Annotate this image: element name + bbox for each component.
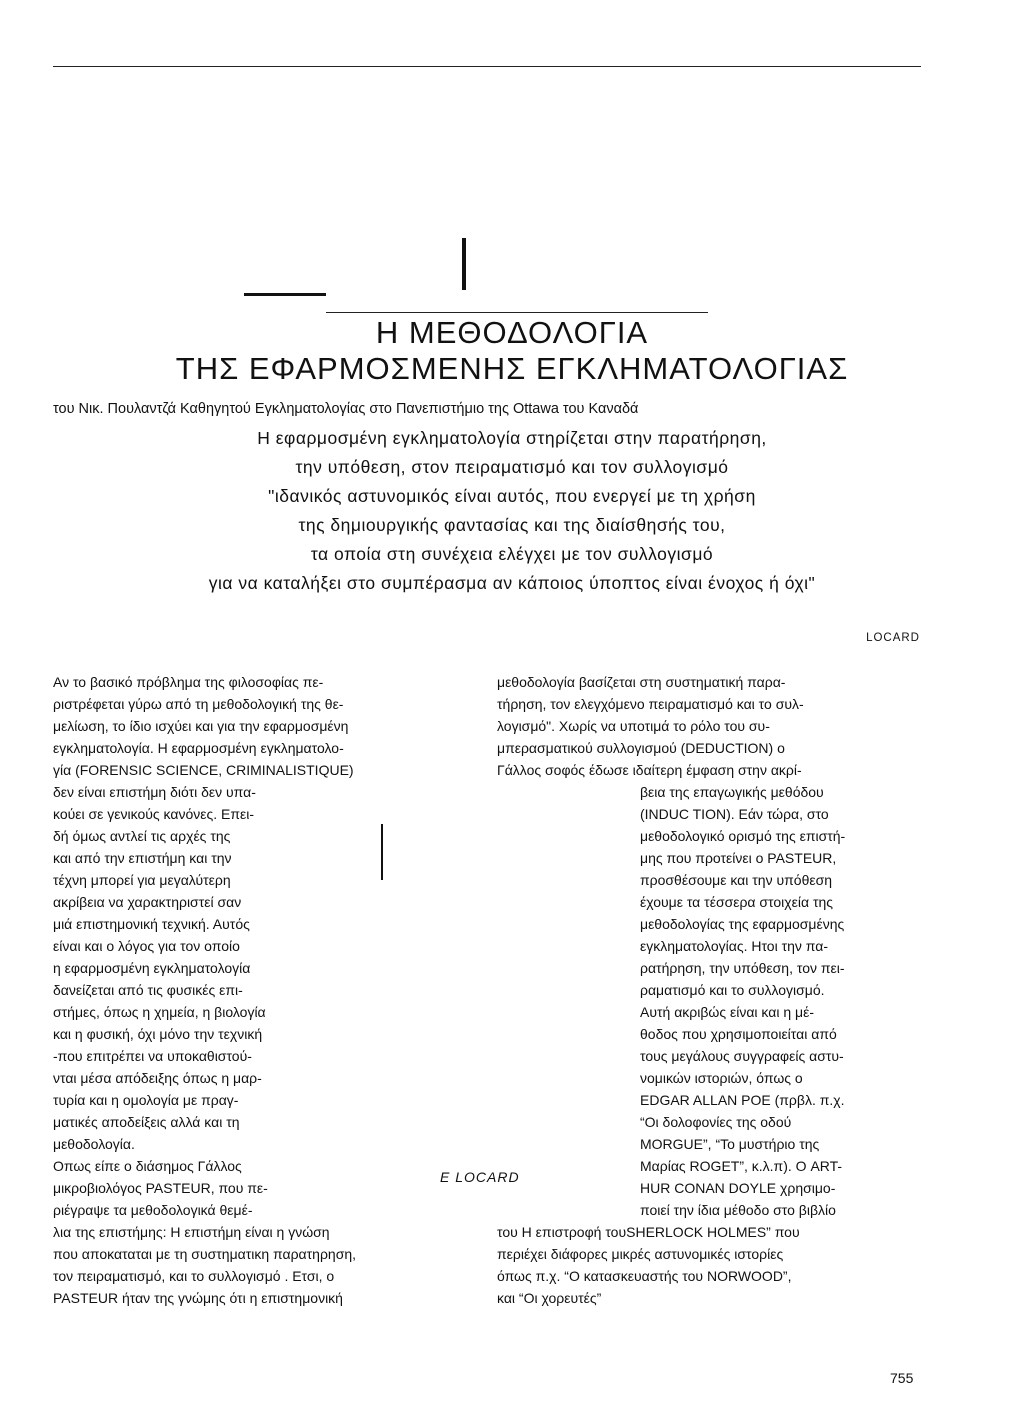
photo-edge-mark xyxy=(381,824,383,880)
text-line: είναι και ο λόγος για τον οποίο xyxy=(53,938,240,954)
text-line: στήμες, όπως η χημεία, η βιολογία xyxy=(53,1004,266,1020)
epigraph-line: "ιδανικός αστυνομικός είναι αυτός, που ενεργεί με τη χρήση xyxy=(268,486,756,506)
text-line: εγκληματολογίας. Ητοι την πα- xyxy=(640,938,828,954)
epigraph-line: την υπόθεση, στον πειραματισμό και τον συλλογισμό xyxy=(295,457,729,477)
left-column-bottom xyxy=(53,1221,478,1309)
text-line: η εφαρμοσμένη εγκληματολογία xyxy=(53,960,251,976)
text-line: μεθοδολογικό ορισμό της επιστή- xyxy=(640,828,846,844)
text-line: που αποκαταται με τη συστηματικη παρατηρηση, xyxy=(53,1246,357,1262)
text-line: θοδος που χρησιμοποιείται από xyxy=(640,1026,837,1042)
text-line: μικροβιολόγος PASTEUR, που πε- xyxy=(53,1180,268,1196)
title-rule xyxy=(326,312,708,313)
epigraph-line: τα οποία στη συνέχεια ελέγχει με τον συλλογισμό xyxy=(310,544,714,564)
photo-caption: E LOCARD xyxy=(440,1169,520,1185)
text-line: PASTEUR ήταν της γνώμης ότι η επιστημονική xyxy=(53,1290,343,1306)
text-line: βεια της επαγωγικής μεθόδου xyxy=(640,784,824,800)
text-line: δή όμως αντλεί τις αρχές της xyxy=(53,828,231,844)
text-line: Οπως είπε ο διάσημος Γάλλος xyxy=(53,1158,242,1174)
roman-numeral xyxy=(462,238,466,290)
text-line: HUR CONAN DOYLE χρησιμο- xyxy=(640,1180,836,1196)
text-line: μιά επιστημονική τεχνική. Αυτός xyxy=(53,916,250,932)
text-line: (INDUC TION). Εάν τώρα, στο xyxy=(640,806,829,822)
text-line: και από την επιστήμη και την xyxy=(53,850,232,866)
text-line: ριέγραψε τα μεθοδολογικά θεμέ- xyxy=(53,1202,253,1218)
epigraph-line: για να καταλήξει στο συμπέρασμα αν κάποιος ύποπτος είναι ένοχος ή όχι" xyxy=(208,573,816,593)
text-line: μεθοδολογία. xyxy=(53,1136,135,1152)
text-line: λια της επιστήμης: Η επιστήμη είναι η γνώση xyxy=(53,1224,330,1240)
text-line: μεθοδολογίας της εφαρμοσμένης xyxy=(640,916,845,932)
text-line: ακρίβεια να χαρακτηριστεί σαν xyxy=(53,894,242,910)
text-line: και “Οι χορευτές” xyxy=(497,1290,602,1306)
text-line: εγκληματολογία. Η εφαρμοσμένη εγκληματολο- xyxy=(53,740,344,756)
text-line: μπερασματικού συλλογισμού (DEDUCTION) ο xyxy=(497,740,785,756)
text-line: ποιεί την ίδια μέθοδο στο βιβλίο xyxy=(640,1202,836,1218)
text-line: κούει σε γενικούς κανόνες. Επει- xyxy=(53,806,255,822)
text-line: του Η επιστροφή τουSHERLOCK HOLMES” που xyxy=(497,1224,800,1240)
text-line: ραματισμό και το συλλογισμό. xyxy=(640,982,825,998)
text-line: τον πειραματισμό, και το συλλογισμό . Ετσι, ο xyxy=(53,1268,335,1284)
title-line-1: Η ΜΕΘΟΔΟΛΟΓΙΑ xyxy=(375,315,649,350)
left-column-top xyxy=(53,671,478,781)
epigraph-line: της δημιουργικής φαντασίας και της διαίσθησής του, xyxy=(298,515,726,535)
text-line: “Οι δολοφονίες της οδού xyxy=(640,1114,792,1130)
page-number: 755 xyxy=(890,1370,914,1386)
right-column-top xyxy=(497,671,927,781)
epigraph-author: LOCARD xyxy=(866,632,920,644)
author-line: του Νικ. Πουλαντζά Καθηγητού Εγκληματολογίας στο Πανεπιστήμιο της Ottawa του Καναδά xyxy=(53,401,639,417)
text-line: Αν το βασικό πρόβλημα της φιλοσοφίας πε- xyxy=(53,674,324,690)
text-line: έχουμε τα τέσσερα στοιχεία της xyxy=(640,894,834,910)
text-line: δεν είναι επιστήμη διότι δεν υπα- xyxy=(53,784,256,800)
text-line: τυρία και η ομολογία με πραγ- xyxy=(53,1092,239,1108)
dash-rule xyxy=(244,293,326,296)
text-line: τέχνη μπορεί για μεγαλύτερη xyxy=(53,872,231,888)
text-line: EDGAR ALLAN POE (πρβλ. π.χ. xyxy=(640,1092,845,1108)
text-line: δανείζεται από τις φυσικές επι- xyxy=(53,982,243,998)
text-line: Γάλλος σοφός έδωσε ιδαίτερη έμφαση στην ακρί- xyxy=(497,762,802,778)
title-line-2: ΤΗΣ ΕΦΑΡΜΟΣΜΕΝΗΣ ΕΓΚΛΗΜΑΤΟΛΟΓΙΑΣ xyxy=(175,351,849,386)
text-line: γία (FORENSIC SCIENCE, CRIMINALISTIQUE) xyxy=(53,762,354,778)
text-line: νομικών ιστοριών, όπως ο xyxy=(640,1070,803,1086)
right-column-bottom xyxy=(497,1221,927,1309)
text-line: -που επιτρέπει να υποκαθιστού- xyxy=(53,1048,252,1064)
text-line: Μαρίας ROGET”, κ.λ.π). Ο ART- xyxy=(640,1158,843,1174)
text-line: Αυτή ακριβώς είναι και η μέ- xyxy=(640,1004,815,1020)
text-line: λογισμό". Χωρίς να υποτιμά το ρόλο του συ- xyxy=(497,718,770,734)
text-line: περιέχει διάφορες μικρές αστυνομικές ιστορίες xyxy=(497,1246,784,1262)
text-line: και η φυσική, όχι μόνο την τεχνική xyxy=(53,1026,263,1042)
right-column-narrow xyxy=(640,781,930,1221)
text-line: μελίωση, το ίδιο ισχύει και για την εφαρμοσμένη xyxy=(53,718,349,734)
text-line: μης που προτείνει ο PASTEUR, xyxy=(640,850,837,866)
text-line: ρατήρηση, την υπόθεση, τον πει- xyxy=(640,960,845,976)
left-column-narrow xyxy=(53,781,373,1221)
text-line: τήρηση, τον ελεγχόμενο πειραματισμό και το συλ- xyxy=(497,696,804,712)
text-line: προσθέσουμε και την υπόθεση xyxy=(640,872,833,888)
text-line: μεθοδολογία βασίζεται στη συστηματική παρα- xyxy=(497,674,786,690)
text-line: όπως π.χ. “Ο κατασκευαστής του NORWOOD”, xyxy=(497,1268,792,1284)
text-line: ματικές αποδείξεις αλλά και τη xyxy=(53,1114,240,1130)
text-line: ριστρέφεται γύρω από τη μεθοδολογική της θε- xyxy=(53,696,344,712)
epigraph-line: Η εφαρμοσμένη εγκληματολογία στηρίζεται στην παρατήρηση, xyxy=(257,428,767,448)
text-line: νται μέσα απόδειξης όπως η μαρ- xyxy=(53,1070,262,1086)
top-rule xyxy=(53,66,921,67)
text-line: τους μεγάλους συγγραφείς αστυ- xyxy=(640,1048,844,1064)
text-line: MORGUE”, “Το μυστήριο της xyxy=(640,1136,820,1152)
